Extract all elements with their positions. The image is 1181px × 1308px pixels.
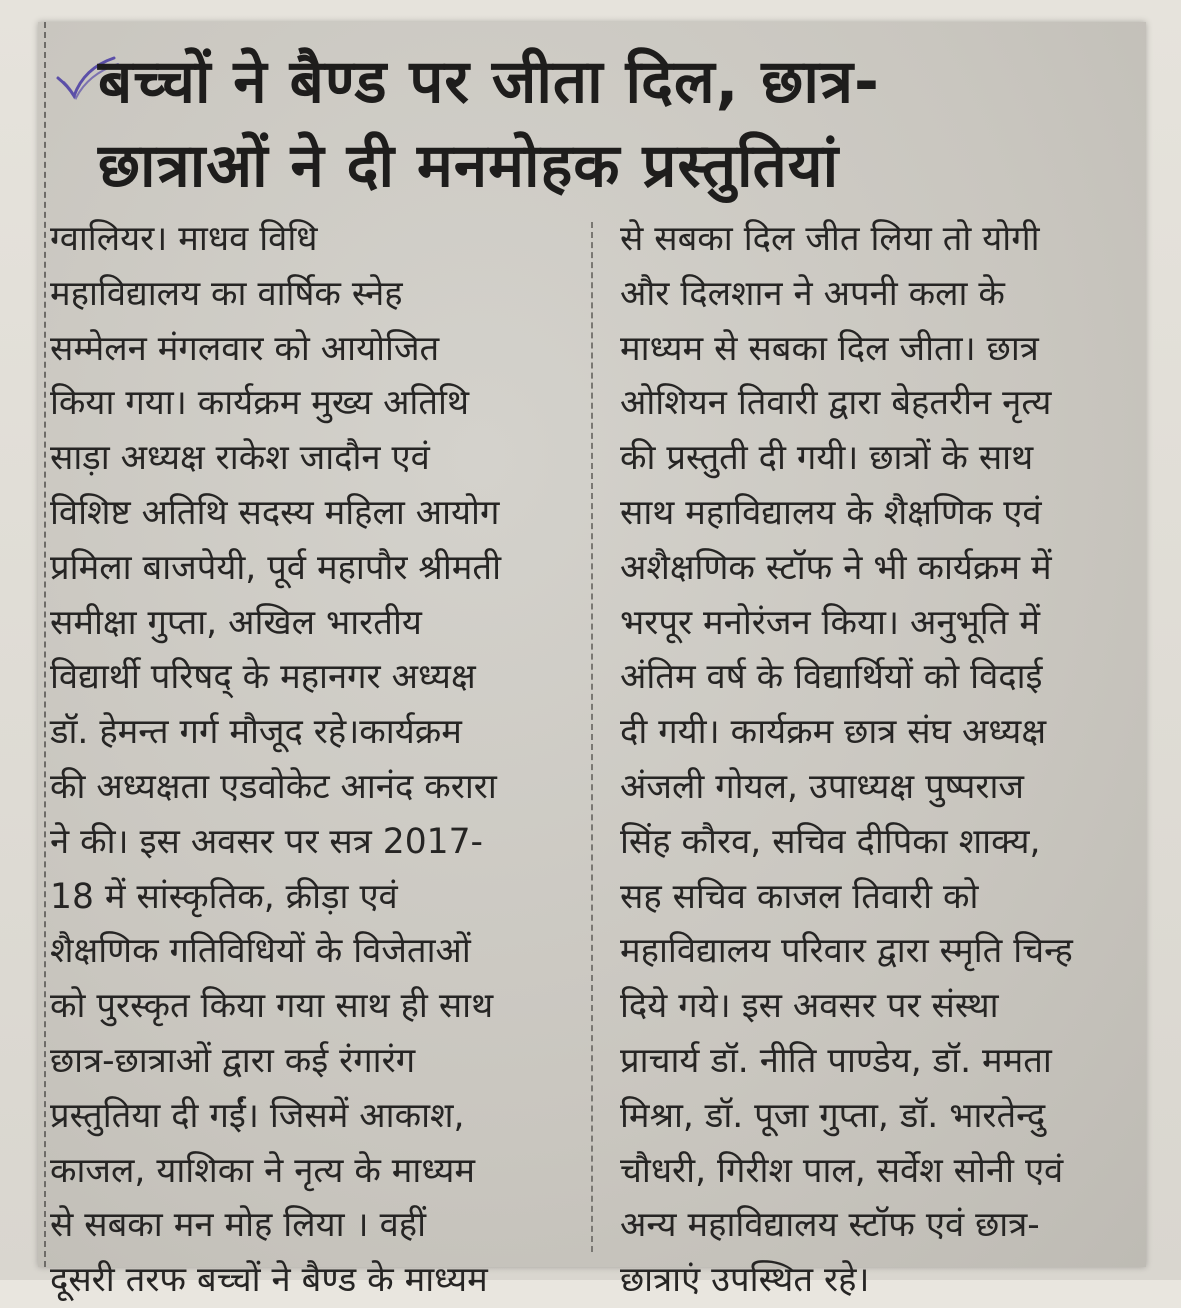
article-headline: बच्चों ने बैण्ड पर जीता दिल, छात्र- छात्राओं ने दी मनमोहक प्रस्तुतियां bbox=[98, 47, 880, 201]
cut-edge-left bbox=[38, 22, 46, 1267]
article-column-left: ग्वालियर। माधव विधि महाविद्यालय का वार्षिक स्नेह सम्मेलन मंगलवार को आयोजित किया गया। कार्यक्रम मुख्य अतिथि साड़ा अध्यक्ष राकेश जादौन एवं विशिष्ट अतिथि सदस्य महिला आयोग प्रमिला बाजपेयी, पूर्व महापौर श्रीमती समीक्षा गुप्ता, अखिल भारतीय विद्यार्थी परिषद् के महानगर अध्यक्ष डॉ. हेमन्त गर्ग मौजूद रहे।कार्यक्रम की अध्यक्षता एडवोकेट आनंद करारा ने की। इस अवसर पर सत्र 2017- 18 में सांस्कृतिक, क्रीड़ा एवं शैक्षणिक गतिविधियों के विजेताओं को पुरस्कृत किया गया साथ ही साथ छात्र-छात्राओं द्वारा कई रंगारंग प्रस्तुतिया दी गईं। जिसमें आकाश, काजल, याशिका ने नृत्य के माध्यम से सबका मन मोह लिया । वहीं दूसरी तरफ बच्चों ने बैण्ड के माध्यम bbox=[50, 219, 502, 1301]
column-divider bbox=[591, 222, 593, 1252]
article-column-right: से सबका दिल जीत लिया तो योगी और दिलशान ने अपनी कला के माध्यम से सबका दिल जीता। छात्र ओशियन तिवारी द्वारा बेहतरीन नृत्य की प्रस्तुती दी गयी। छात्रों के साथ साथ महाविद्यालय के शैक्षणिक एवं अशैक्षणिक स्टॉफ ने भी कार्यक्रम में भरपूर मनोरंजन किया। अनुभूति में अंतिम वर्ष के विद्यार्थियों को विदाई दी गयी। कार्यक्रम छात्र संघ अध्यक्ष अंजली गोयल, उपाध्यक्ष पुष्पराज सिंह कौरव, सचिव दीपिका शाक्य, सह सचिव काजल तिवारी को महाविद्यालय परिवार द्वारा स्मृति चिन्ह दिये गये। इस अवसर पर संस्था प्राचार्य डॉ. नीति पाण्डेय, डॉ. ममता मिश्रा, डॉ. पूजा गुप्ता, डॉ. भारतेन्दु चौधरी, गिरीश पाल, सर्वेश सोनी एवं अन्य महाविद्यालय स्टॉफ एवं छात्र- छात्राएं उपस्थित रहे। bbox=[620, 219, 1073, 1301]
newspaper-clipping bbox=[38, 22, 1146, 1301]
